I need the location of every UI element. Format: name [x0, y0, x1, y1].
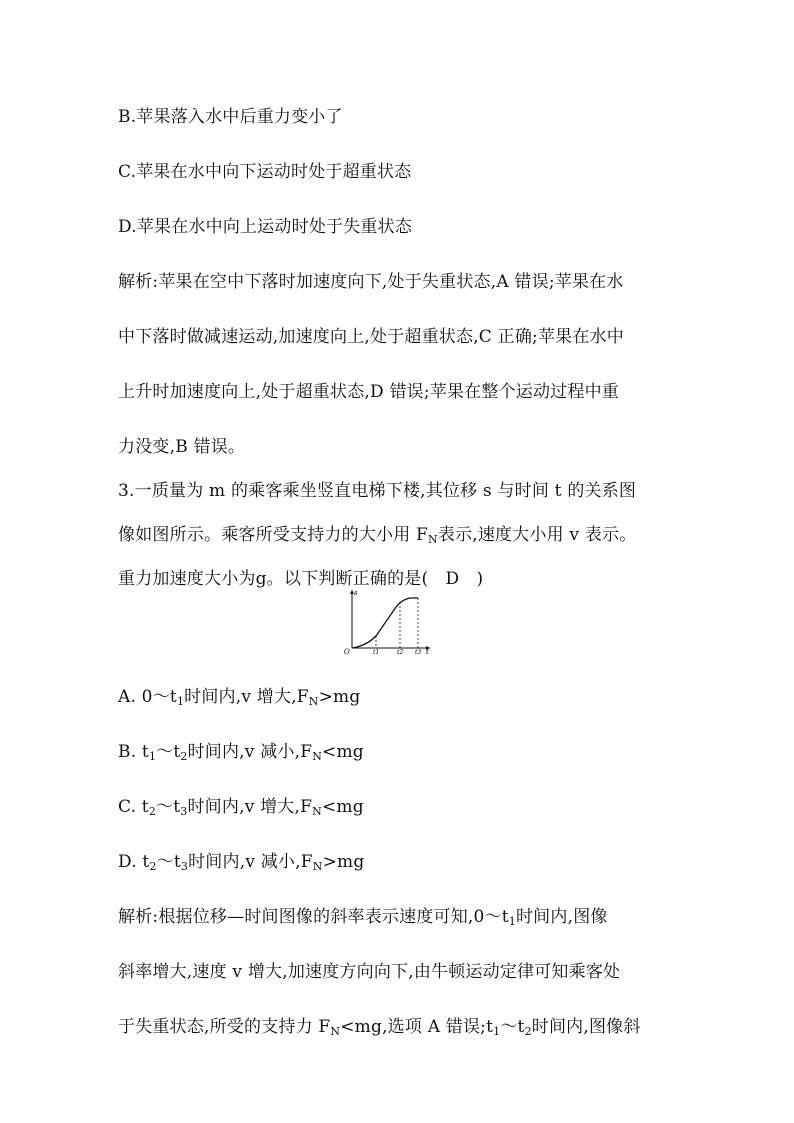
x-axis-label: t — [426, 648, 429, 654]
analysis-line-1: 解析:苹果在空中下落时加速度向下,处于失重状态,A 错误;苹果在水 — [118, 272, 624, 292]
q3-analysis-line-2: 斜率增大,速度 v 增大,加速度方向向下,由牛顿运动定律可知乘客处 — [118, 962, 621, 982]
y-axis-label: s — [354, 589, 358, 597]
analysis-line-4: 力没变,B 错误。 — [118, 437, 246, 457]
t1-label: t1 — [373, 649, 380, 654]
option-d: D.苹果在水中向上运动时处于失重状态 — [118, 217, 413, 237]
question-3-stem-3: 重力加速度大小为g。以下判断正确的是( D ) — [118, 569, 484, 589]
q3-analysis-line-3: 于失重状态,所受的支持力 $F_N<mg$,选项 A 错误$;t_1\sim t_2$时间内,图像斜 — [118, 1017, 641, 1038]
q3-option-b: B. $t_1\sim t_2$时间内,v 减小$,F_N<mg$ — [118, 742, 364, 763]
q3-analysis-line-1: 解析:根据位移—时间图像的斜率表示速度可知$,0\sim t_1$时间内,图像 — [118, 907, 608, 928]
s-t-graph — [330, 586, 434, 654]
option-c: C.苹果在水中向下运动时处于超重状态 — [118, 162, 412, 182]
analysis-line-3: 上升时加速度向上,处于超重状态,D 错误;苹果在整个运动过程中重 — [118, 382, 619, 402]
q3-option-c: C. $t_2\sim t_3$时间内,v 增大$,F_N<mg$ — [118, 797, 364, 818]
t2-label: t2 — [397, 649, 404, 654]
origin-label: O — [344, 648, 350, 654]
q3-option-a: A. $0\sim t_1$时间内,v 增大$,F_N>mg$ — [118, 687, 361, 708]
analysis-line-2: 中下落时做减速运动,加速度向上,处于超重状态,C 正确;苹果在水中 — [118, 327, 624, 347]
t3-label: t3 — [415, 649, 422, 654]
option-b: B.苹果落入水中后重力变小了 — [118, 107, 343, 127]
question-3-stem-2: 像如图所示。乘客所受支持力的大小用 $F_N$表示,速度大小用 v 表示。 — [118, 525, 637, 546]
s-t-curve — [352, 598, 418, 648]
question-3-stem-1: 3.一质量为 m 的乘客乘坐竖直电梯下楼,其位移 s 与时间 t 的关系图 — [118, 481, 637, 501]
q3-option-d: D. $t_2\sim t_3$时间内,v 减小$,F_N>mg$ — [118, 852, 365, 873]
